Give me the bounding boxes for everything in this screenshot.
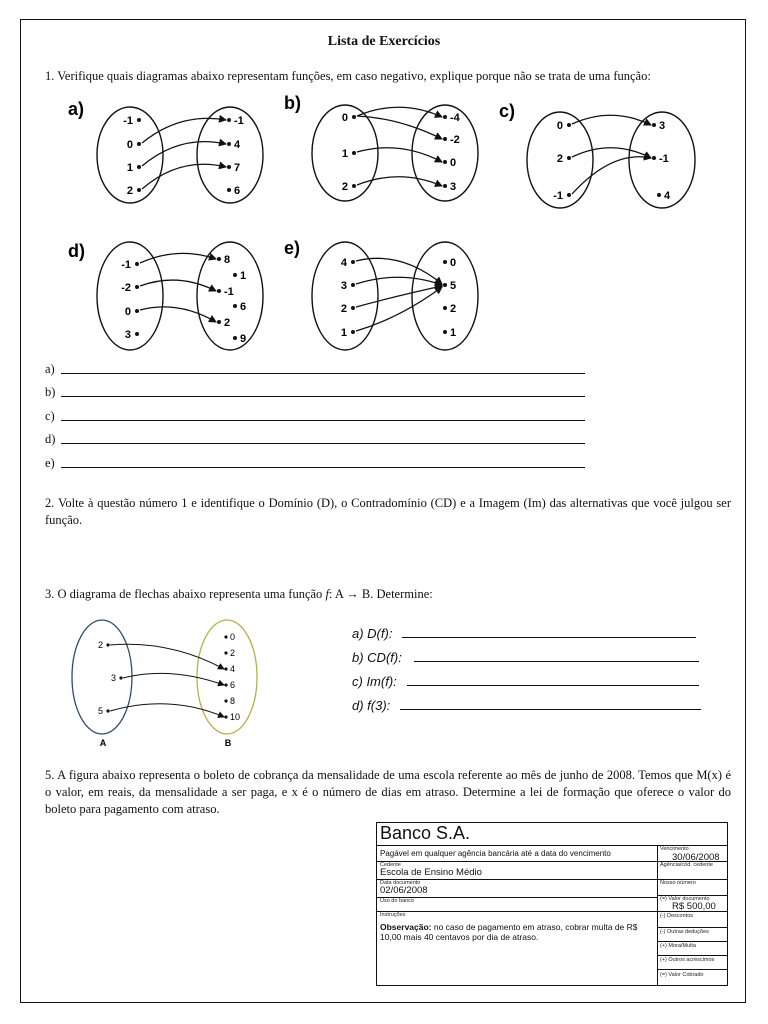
set-a-value: 5	[97, 706, 103, 716]
q3-item-label: a) D(f):	[352, 626, 393, 641]
diagram-e-label: e)	[284, 238, 301, 258]
late-fee-label: (+) Mora/Multa	[660, 943, 696, 949]
doc-date-value: 02/06/2008	[380, 885, 428, 896]
answer-label: e)	[45, 456, 55, 470]
diagram-b-left-value: 1	[341, 148, 348, 160]
diagram-e-right-value: 1	[450, 327, 457, 339]
our-number-label: Nosso número	[660, 880, 696, 886]
set-a-value: 2	[97, 640, 103, 650]
other-additions-label: (+) Outros acréscimos	[660, 957, 715, 963]
set-b-value: 0	[230, 632, 236, 642]
diagram-b-right-value: -4	[450, 112, 460, 124]
diagram-d-left-value: 0	[124, 306, 131, 318]
diagram-d-right-value: -1	[224, 286, 234, 298]
diagram-a-right-value: 4	[234, 139, 241, 151]
doc-value: R$ 500,00	[672, 901, 716, 912]
bank-use-label: Uso do banco	[380, 898, 414, 904]
set-b-value: 6	[230, 680, 236, 690]
cedente-label: Cedente	[380, 862, 401, 868]
diagram-d-right-value: 1	[240, 270, 247, 282]
set-a-label: A	[99, 738, 107, 748]
set-b-value: 8	[230, 696, 236, 706]
diagram-a-left-value: 2	[126, 185, 133, 197]
diagram-d-right-value: 6	[240, 301, 247, 313]
observation-text: no caso de pagamento em atraso, cobrar multa de R$ 10,00 mais 40 centavos por dia de atraso.	[380, 922, 638, 942]
diagram-d-label: d)	[68, 241, 85, 261]
diagram-a-right-value: 7	[234, 162, 241, 174]
diagram-e-right-value: 5	[450, 280, 457, 292]
doc-date-label: Data documento	[380, 880, 421, 886]
question-3-suffix: : A → B. Determine:	[328, 587, 433, 601]
observation-label: Observação:	[380, 922, 432, 932]
page-title: Lista de Exercícios	[327, 34, 441, 49]
q3-item-codomain[interactable]	[352, 647, 712, 665]
question-5-text: 5. A figura abaixo representa o boleto de cobrança da mensalidade de uma escola referente ao mês de junho de 2008. Temos que M(x) é o valor, em reais, da mensalidade a ser paga, e x é o número de dias em atraso. Determine a lei de formação que oferece o valor do boleto para pagamento com atraso.	[45, 768, 731, 816]
diagram-d-right-value: 8	[224, 254, 231, 266]
answer-label: a)	[45, 362, 55, 376]
q3-item-domain[interactable]	[352, 623, 712, 641]
diagram-d-left-value: -2	[121, 282, 131, 294]
diagram-b-right-value: -2	[450, 134, 460, 146]
question-1-text: 1. Verifique quais diagramas abaixo representam funções, em caso negativo, explique porque não se trata de uma função:	[45, 69, 651, 83]
q3-item-label: d) f(3):	[352, 698, 391, 713]
due-date-label: Vencimento	[660, 846, 689, 852]
diagram-d-right-value: 9	[240, 333, 247, 345]
diagram-d-left-value: 3	[124, 329, 131, 341]
diagram-b-right-value: 3	[450, 181, 457, 193]
diagram-d-left-value: -1	[121, 259, 131, 271]
diagram-e-left-value: 1	[340, 327, 347, 339]
answer-label: d)	[45, 432, 56, 446]
set-b-value: 2	[230, 648, 236, 658]
question-2-text: 2. Volte à questão número 1 e identifique o Domínio (D), o Contradomínio (CD) e a Imagem (Im) das alternativas que você julgou ser função.	[45, 496, 731, 527]
answer-label: c)	[45, 409, 55, 423]
diagram-a-left-value: 0	[126, 139, 133, 151]
set-b-value: 10	[230, 712, 241, 722]
set-b-value: 4	[230, 664, 236, 674]
diagram-e-left-value: 4	[340, 257, 347, 269]
diagram-c-label: c)	[499, 101, 516, 121]
diagram-c-left-value: 0	[556, 120, 563, 132]
boleto	[376, 822, 728, 986]
function-symbol: f	[325, 587, 329, 601]
boleto-observation	[380, 922, 652, 942]
diagram-a-label: a)	[68, 99, 85, 119]
diagram-d-right-value: 2	[224, 317, 231, 329]
q3-item-f3[interactable]	[352, 695, 712, 713]
agency-label: Agência/cód. cedente	[660, 862, 713, 868]
diagram-c-left-value: -1	[553, 190, 563, 202]
bank-name: Banco S.A.	[380, 823, 471, 843]
q3-item-image[interactable]	[352, 671, 712, 689]
due-date-value: 30/06/2008	[672, 852, 720, 863]
doc-value-label: (=) Valor documento	[660, 896, 710, 902]
other-deductions-label: (-) Outras deduções	[660, 929, 709, 935]
diagram-b-left-value: 2	[341, 181, 348, 193]
diagram-c-left-value: 2	[556, 153, 563, 165]
set-a-value: 3	[110, 673, 116, 683]
diagram-a-left-value: 1	[126, 162, 133, 174]
diagram-a-right-value: -1	[234, 115, 244, 127]
diagram-c-right-value: 4	[664, 190, 671, 202]
instructions-label: Instruções	[380, 912, 406, 918]
payable-text: Pagável em qualquer agência bancária até a data do vencimento	[380, 849, 611, 858]
diagram-e-left-value: 3	[340, 280, 347, 292]
cedente-value: Escola de Ensino Médio	[380, 867, 482, 878]
diagram-b-right-value: 0	[450, 157, 457, 169]
diagram-b-left-value: 0	[341, 112, 348, 124]
q3-item-label: c) Im(f):	[352, 674, 397, 689]
question-3-prefix: 3. O diagrama de flechas abaixo representa uma função	[45, 587, 326, 601]
diagram-a-left-value: -1	[123, 115, 133, 127]
set-b-label: B	[224, 738, 232, 748]
diagram-a-right-value: 6	[234, 185, 241, 197]
diagram-c-right-value: 3	[659, 120, 666, 132]
q3-item-label: b) CD(f):	[352, 650, 402, 665]
diagram-e-right-value: 0	[450, 257, 457, 269]
charged-value-label: (=) Valor Cobrado	[660, 972, 704, 978]
diagram-e-left-value: 2	[340, 303, 347, 315]
diagram-c-right-value: -1	[659, 153, 669, 165]
diagram-e-right-value: 2	[450, 303, 457, 315]
discounts-label: (-) Descontos	[660, 913, 694, 919]
answer-label: b)	[45, 385, 56, 399]
diagram-b-label: b)	[284, 93, 301, 113]
